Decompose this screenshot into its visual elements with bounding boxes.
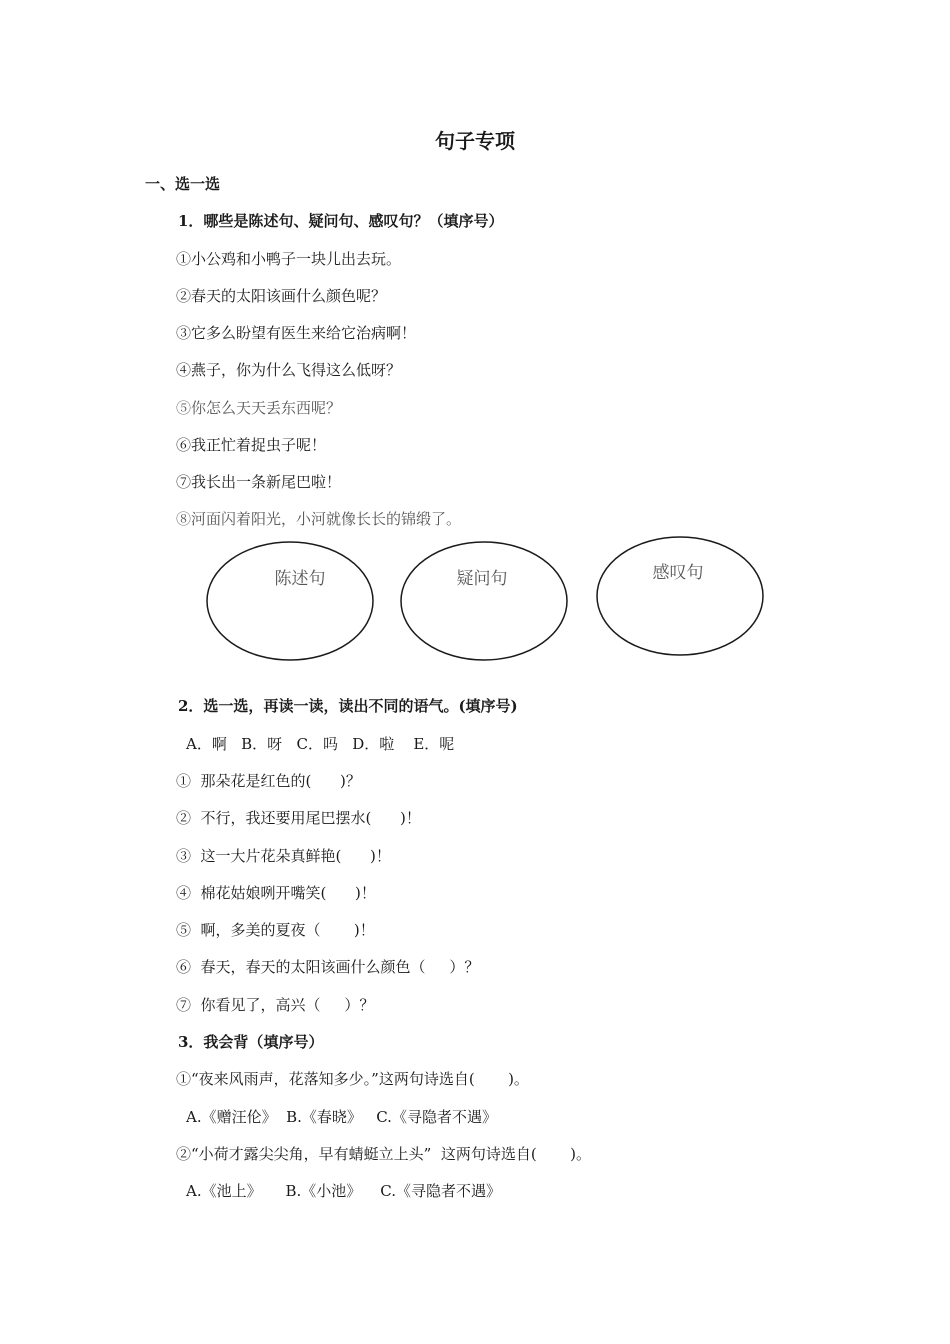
question-3: 3．我会背（填序号） [178,1033,324,1051]
q1-sentence-7: ⑦我长出一条新尾巴啦！ [176,473,342,491]
classification-ovals [0,530,950,670]
question-2: 2．选一选，再读一读，读出不同的语气。(填序号) [178,697,518,715]
q2-item-2: ② 不行，我还要用尾巴摆水( )！ [176,809,421,827]
q1-sentence-4: ④燕子，你为什么飞得这么低呀？ [176,361,402,379]
q2-item-7: ⑦ 你看见了，高兴（ ）？ [176,996,375,1014]
q2-item-6: ⑥ 春天，春天的太阳该画什么颜色（ ）？ [176,958,480,976]
q3-item-2: ②“小荷才露尖尖角，早有蜻蜓立上头” 这两句诗选自( )。 [176,1145,591,1163]
q3-options-2: A.《池上》 B.《小池》 C.《寻隐者不遇》 [186,1182,502,1200]
q2-item-5: ⑤ 啊，多美的夏夜（ )！ [176,921,375,939]
section-heading: 一、选一选 [145,175,221,193]
q1-sentence-3: ③它多么盼望有医生来给它治病啊！ [176,324,417,342]
q3-item-1: ①“夜来风雨声，花落知多少。”这两句诗选自( )。 [176,1070,529,1088]
q2-item-3: ③ 这一大片花朵真鲜艳( )！ [176,847,391,865]
question-1: 1．哪些是陈述句、疑问句、感叹句？（填序号） [178,212,504,230]
q1-sentence-5: ⑤你怎么天天丢东西呢？ [176,399,342,417]
q1-sentence-8: ⑧河面闪着阳光，小河就像长长的锦缎了。 [176,510,462,528]
oval-label-exclamation: 感叹句 [652,563,704,583]
q3-options-1: A.《赠汪伦》 B.《春晓》 C.《寻隐者不遇》 [186,1108,497,1126]
oval-label-statement: 陈述句 [274,569,326,589]
q2-item-1: ① 那朵花是红色的( )？ [176,772,361,790]
page-title: 句子专项 [435,129,515,153]
q1-sentence-6: ⑥我正忙着捉虫子呢！ [176,436,327,454]
oval-exclamation [597,537,763,655]
oval-label-question: 疑问句 [456,569,508,589]
oval-statement [207,542,373,660]
q2-options: A．啊 B．呀 C．吗 D．啦 E．呢 [186,735,455,753]
q1-sentence-1: ①小公鸡和小鸭子一块儿出去玩。 [176,250,402,268]
q2-item-4: ④ 棉花姑娘咧开嘴笑( )！ [176,884,376,902]
q1-sentence-2: ②春天的太阳该画什么颜色呢？ [176,287,387,305]
oval-question [401,542,567,660]
